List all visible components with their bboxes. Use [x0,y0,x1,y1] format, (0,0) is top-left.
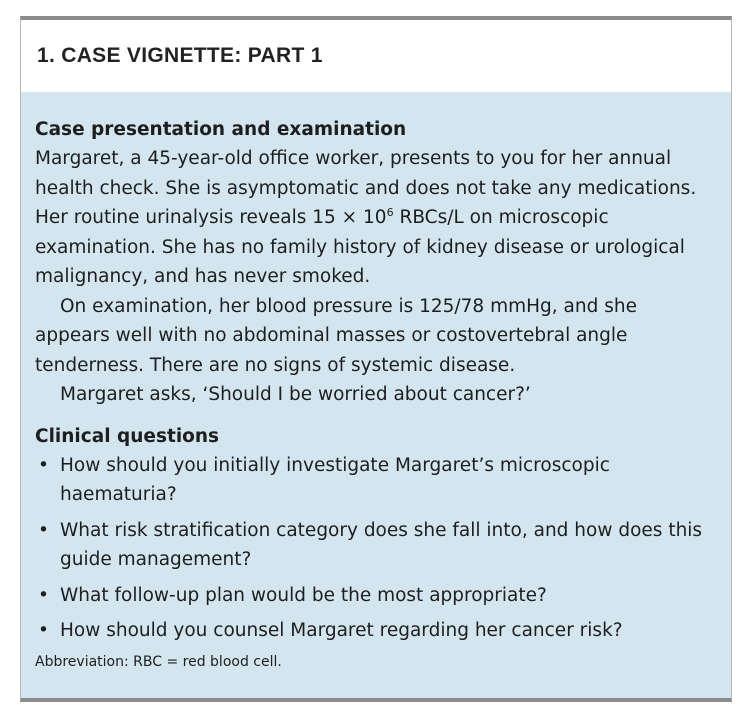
bullet-icon: • [38,584,49,606]
bullet-icon: • [38,454,49,476]
case-vignette-box [20,16,732,702]
question-text: How should you initially investigate Margaret’s microscopic haematuria? [60,454,610,505]
questions-heading: Clinical questions [35,425,220,447]
question-item [35,616,717,646]
box-content [21,92,731,698]
exponent: 6 [386,205,394,219]
section-gap [35,410,717,423]
paragraph-1-text-b: RBCs/L on microscopic examination. She has no family history of kidney disease or urological malignancy, and has never smoked. [35,207,685,287]
abbreviation-footnote: Abbreviation: RBC = red blood cell. [35,653,282,670]
box-header [21,20,731,92]
presentation-paragraph-1 [35,144,717,292]
presentation-paragraph-3: Margaret asks, ‘Should I be worried about cancer?’ [60,384,531,405]
paragraph-1-text-a: Margaret, a 45-year-old office worker, presents to you for her annual health check. She is asymptomatic and does not take any medications. Her routine urinalysis reveals 15 × 10 [35,148,697,228]
question-item [35,516,717,575]
bullet-icon: • [38,519,49,541]
questions-list [35,451,717,646]
question-item [35,581,717,611]
presentation-heading: Case presentation and examination [35,119,407,140]
question-text: What risk stratification category does she fall into, and how does this guide management? [60,519,703,570]
bullet-icon: • [38,620,49,641]
presentation-paragraph-2: On examination, her blood pressure is 125/78 mmHg, and she appears well with no abdominal masses or costovertebral angle tenderness. There are no signs of systemic disease. [35,295,637,376]
question-text: How should you counsel Margaret regarding her cancer risk? [60,620,623,641]
question-text: What follow-up plan would be the most appropriate? [60,584,547,606]
box-title: 1. CASE VIGNETTE: PART 1 [37,44,323,67]
question-item [35,451,717,510]
